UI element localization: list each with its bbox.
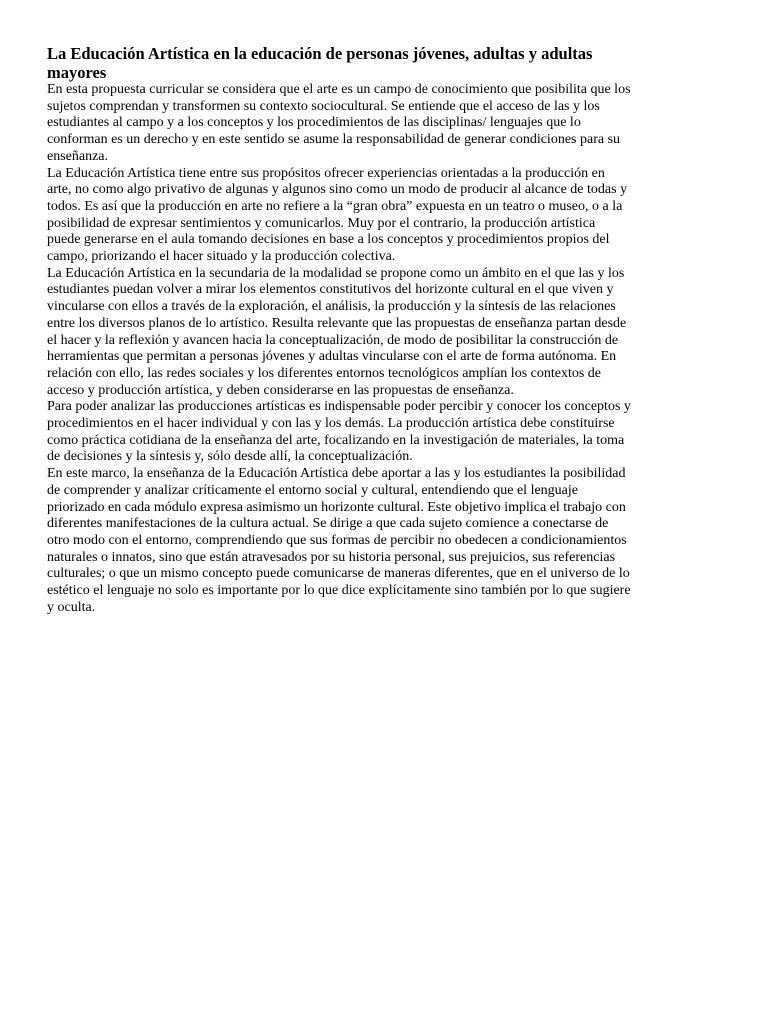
paragraph-3: La Educación Artística en la secundaria de la modalidad se propone como un ámbito en el que las y los estudiantes puedan volver a mirar los elementos constitutivos del horizonte cultural en el que viven y vincularse con ellos a través de la exploración, el análisis, la producción y la síntesis de las relaciones entre los diversos planos de lo artístico. Resulta relevante que las propuestas de enseñanza partan desde el hacer y la reflexión y avancen hacia la conceptualización, de modo de posibilitar la construcción de herramientas que permitan a personas jóvenes y adultas vincularse con el arte de forma autónoma. En relación con ello, las redes sociales y los diferentes entornos tecnológicos amplían los contextos de acceso y producción artística, y deben considerarse en las propuestas de enseñanza. <box>47 265 627 398</box>
paragraph-4: Para poder analizar las producciones artísticas es indispensable poder percibir y conocer los conceptos y procedimientos en el hacer individual y con las y los demás. La producción artística debe constituirse como práctica cotidiana de la enseñanza del arte, focalizando en la investigación de materiales, la toma de decisiones y la síntesis y, sólo desde allí, la conceptualización. <box>47 399 631 465</box>
document-page <box>47 44 632 617</box>
paragraph-2: La Educación Artística tiene entre sus propósitos ofrecer experiencias orientadas a la producción en arte, no como algo privativo de algunas y algunos sino como un modo de producir al alcance de todas y todos. Es así que la producción en arte no refiere a la “gran obra” expuesta en un teatro o museo, o a la posibilidad de expresar sentimientos y comunicarlos. Muy por el contrario, la producción artística puede generarse en el aula tomando decisiones en base a los conceptos y procedimientos propios del campo, priorizando el hacer situado y la producción colectiva. <box>47 165 628 265</box>
document-title: La Educación Artística en la educación de personas jóvenes, adultas y adultas mayores <box>47 44 593 82</box>
paragraph-1: En esta propuesta curricular se considera que el arte es un campo de conocimiento que posibilita que los sujetos comprendan y transformen su contexto sociocultural. Se entiende que el acceso de las y los estudiantes al campo y a los conceptos y los procedimientos de las disciplinas/ lenguajes que lo conforman es un derecho y en este sentido se asume la responsabilidad de generar condiciones para su enseñanza. <box>47 82 631 164</box>
paragraph-5: En este marco, la enseñanza de la Educación Artística debe aportar a las y los estudiantes la posibilidad de comprender y analizar críticamente el entorno social y cultural, entendiendo que el lenguaje priorizado en cada módulo expresa asimismo un horizonte cultural. Este objetivo implica el trabajo con diferentes manifestaciones de la cultura actual. Se dirige a que cada sujeto comience a conectarse de otro modo con el entorno, comprendiendo que sus formas de percibir no obedecen a condicionamientos naturales o innatos, sino que están atravesados por su historia personal, sus prejuicios, sus referencias culturales; o que un mismo concepto puede comunicarse de maneras diferentes, que en el universo de lo estético el lenguaje no solo es importante por lo que dice explícitamente sino también por lo que sugiere y oculta. <box>47 466 631 615</box>
